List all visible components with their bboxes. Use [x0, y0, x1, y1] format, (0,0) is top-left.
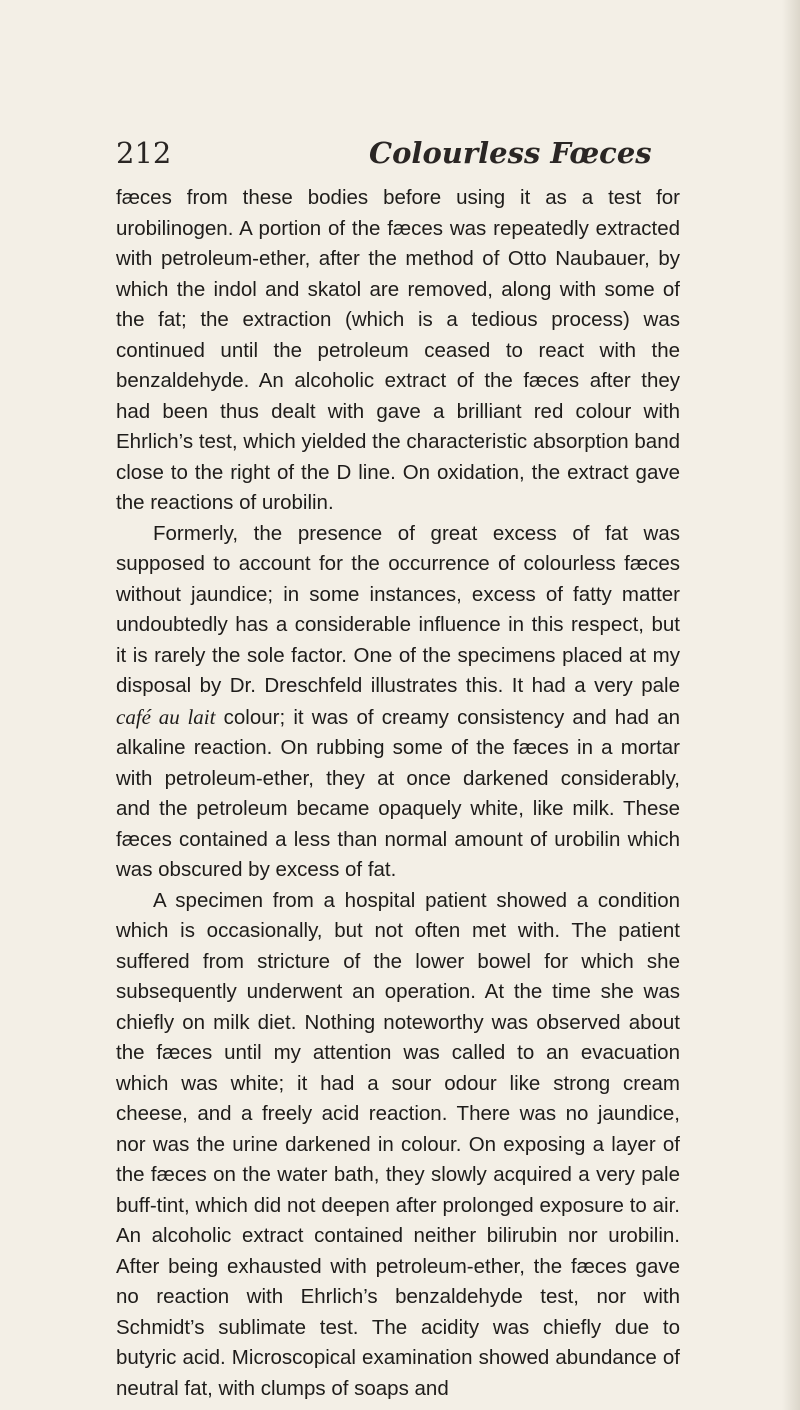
paragraph-2-text-after: colour; it was of creamy consistency and had an alkaline reaction. On rubbing some of the fæces in a mortar with petroleum-ether, they at once darkened considerably, and the petroleum became opaquely white, like milk. These fæces contained a less than normal amount of urobilin which was obscured by excess of fat.: [116, 705, 680, 881]
paragraph-2: [116, 519, 680, 886]
paragraph-1: fæces from these bodies before using it as a test for urobilinogen. A portion of the fæces was repeatedly extracted with petroleum-ether, after the method of Otto Naubauer, by which the indol and skatol are removed, along with some of the fat; the extraction (which is a tedious process) was continued until the petroleum ceased to react with the benzaldehyde. An alcoholic extract of the fæces after they had been thus dealt with gave a brilliant red colour with Ehrlich’s test, which yielded the characteristic absorption band close to the right of the D line. On oxidation, the extract gave the reactions of urobilin.: [116, 186, 680, 514]
running-title: Colourless Fœces: [369, 136, 652, 170]
page-edge-shadow: [782, 0, 800, 1410]
page-number: 212: [116, 136, 172, 170]
paragraph-2-text-before: Formerly, the presence of great excess of fat was supposed to account for the occurrence of colourless fæces without jaundice; in some instances, excess of fatty matter undoubtedly has a considerable influence in this respect, but it is rarely the sole factor. One of the specimens placed at my disposal by Dr. Dreschfeld illustrates this. It had a very pale: [116, 521, 680, 697]
paragraph-2-italic-phrase: café au lait: [116, 704, 216, 729]
page-header: [116, 130, 676, 176]
paragraph-3: A specimen from a hospital patient showed a condition which is occasionally, but not often met with. The patient suffered from stricture of the lower bowel for which she subsequently underwent an operation. At the time she was chiefly on milk diet. Nothing noteworthy was observed about the fæces until my attention was called to an evacuation which was white; it had a sour odour like strong cream cheese, and a freely acid reaction. There was no jaundice, nor was the urine darkened in colour. On exposing a layer of the fæces on the water bath, they slowly acquired a very pale buff-tint, which did not deepen after prolonged exposure to air. An alcoholic extract contained neither bilirubin nor urobilin. After being exhausted with petroleum-ether, the fæces gave no reaction with Ehrlich’s benzaldehyde test, nor with Schmidt’s sublimate test. The acidity was chiefly due to butyric acid. Microscopical examination showed abundance of neutral fat, with clumps of soaps and: [116, 888, 680, 1400]
body-text: [116, 183, 680, 1404]
